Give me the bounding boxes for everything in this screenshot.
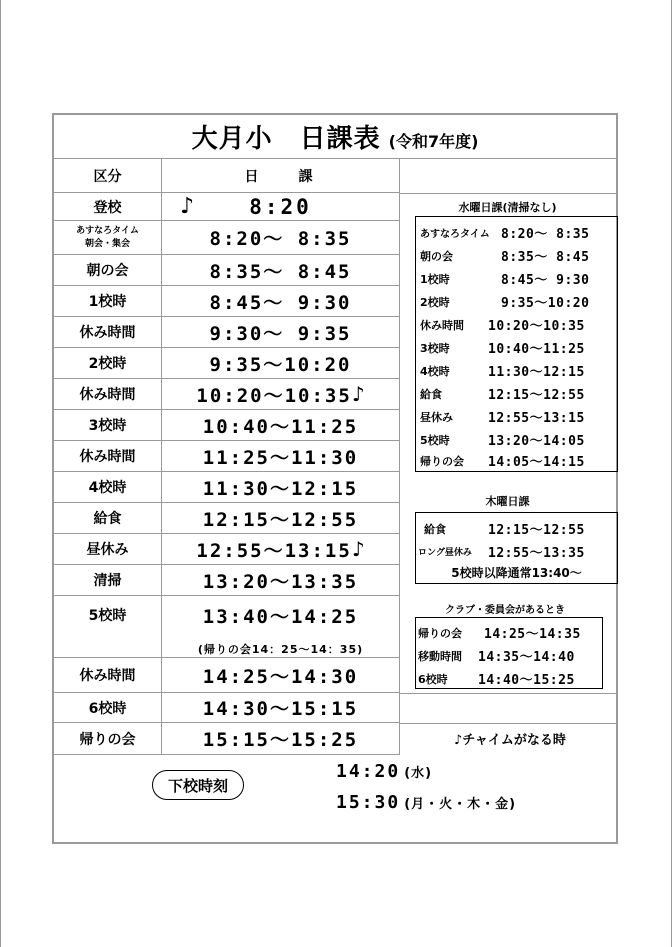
table-row (54, 503, 399, 534)
item-label: 5校時 (420, 434, 450, 447)
item-label: 帰りの会 (418, 627, 462, 640)
item-label: 休み時間 (420, 319, 464, 332)
header-category: 区分 (93, 168, 122, 185)
item-time: 8:45～ 9:30 (501, 273, 590, 288)
row-label-line2: 朝会・集会 (84, 238, 130, 249)
item-time: 12:15～12:55 (488, 388, 585, 403)
table-row (54, 723, 399, 755)
table-row (54, 534, 399, 565)
item-label: 1校時 (420, 273, 450, 286)
dismissal-time-row (336, 761, 432, 782)
item-time: 14:05～14:15 (488, 455, 585, 470)
club-title: クラブ・委員会があるとき (445, 605, 565, 616)
item-time: 8:20～ 8:35 (501, 227, 590, 242)
dismissal-time: 15:30 (336, 792, 401, 813)
table-row (54, 379, 399, 410)
item-time: 14:40～15:25 (478, 673, 575, 688)
row-time (161, 534, 399, 564)
table-row (54, 693, 399, 723)
row-label: 休み時間 (79, 668, 136, 684)
item-time: 13:20～14:05 (488, 434, 585, 449)
item-label: 3校時 (420, 342, 450, 355)
table-row (54, 286, 399, 317)
thursday-title: 木曜日課 (485, 495, 530, 508)
row-time: 13:20～13:35 (161, 565, 399, 595)
row-time: 8:35～ 8:45 (161, 255, 399, 285)
item-time: 11:30～12:15 (488, 365, 585, 380)
right-divider (399, 693, 616, 694)
row-time: 10:40～11:25 (161, 410, 399, 440)
row-label: 2校時 (88, 356, 127, 372)
row-time: 9:35～10:20 (161, 348, 399, 378)
item-time: 10:20～10:35 (488, 319, 585, 334)
club-schedule-box (415, 617, 603, 689)
list-item (416, 516, 617, 538)
dismissal-label: 下校時刻 (152, 770, 244, 800)
row-label: 4校時 (88, 480, 127, 496)
row-label: 朝の会 (86, 263, 129, 279)
row-label: 昼休み (86, 542, 129, 558)
row-label: 給食 (93, 511, 122, 527)
list-item (416, 358, 617, 380)
item-time: 10:40～11:25 (488, 342, 585, 357)
row-label: 1校時 (88, 294, 127, 310)
row-time: 8:20～ 8:35 (161, 221, 399, 254)
item-label: 6校時 (418, 673, 448, 686)
row-time-text: 13:40～14:25 (202, 606, 359, 628)
item-time: 12:55～13:15 (488, 411, 585, 426)
wednesday-title: 水曜日課(清掃なし) (458, 201, 557, 214)
list-item (416, 266, 617, 288)
item-label: 2校時 (420, 296, 450, 309)
table-row (54, 255, 399, 286)
right-divider (399, 193, 616, 194)
right-divider (399, 723, 616, 724)
item-time: 14:25～14:35 (484, 627, 581, 642)
wednesday-schedule-box (415, 216, 618, 472)
chime-icon: ♪ (351, 382, 365, 406)
row-time (161, 379, 399, 409)
list-item (416, 620, 602, 642)
chime-icon: ♪ (180, 194, 198, 219)
table-row (54, 596, 399, 658)
row-time: 15:15～15:25 (161, 723, 399, 754)
item-label: 朝の会 (420, 250, 453, 263)
dismissal-days: (水) (404, 766, 433, 781)
item-time: 12:15～12:55 (488, 523, 585, 538)
item-label: 給食 (420, 388, 442, 401)
row-label: 6校時 (88, 700, 127, 717)
row-time: 8:45～ 9:30 (161, 286, 399, 316)
thursday-schedule-box (415, 512, 618, 584)
row-label: 5校時 (88, 608, 127, 624)
row-note: (帰りの会14：25～14：35) (197, 643, 364, 656)
row-time: 9:30～ 9:35 (161, 317, 399, 347)
item-label: 帰りの会 (420, 455, 464, 468)
list-item (416, 381, 617, 403)
list-item (416, 561, 617, 583)
row-time (161, 193, 399, 220)
title-sub: (令和7年度) (388, 132, 479, 151)
page-title (54, 115, 616, 159)
column-divider (399, 159, 400, 755)
chime-icon: ♪ (351, 537, 365, 561)
table-row (54, 565, 399, 596)
table-row (54, 410, 399, 441)
item-label: 移動時間 (418, 650, 462, 663)
row-label (54, 221, 161, 254)
row-time-text: 8:20 (249, 194, 312, 219)
header-schedule: 日 課 (161, 159, 399, 192)
thursday-footer: 5校時以降通常13:40～ (451, 566, 582, 580)
list-item (416, 404, 617, 426)
table-row (54, 193, 399, 221)
list-item (416, 289, 617, 311)
item-label: 昼休み (420, 411, 453, 424)
row-label: 清掃 (93, 573, 122, 589)
list-item (416, 220, 617, 242)
dismissal-time: 14:20 (336, 761, 401, 782)
list-item (416, 243, 617, 265)
table-row (54, 348, 399, 379)
dismissal-days: (月・火・木・金) (404, 797, 517, 812)
row-label: 休み時間 (79, 387, 136, 403)
dismissal-time-row (336, 792, 516, 813)
item-label: あすなろタイム (420, 229, 490, 240)
list-item (416, 643, 602, 665)
list-item (416, 539, 617, 561)
list-item (416, 312, 617, 334)
row-time-text: 12:55～13:15 (196, 539, 352, 562)
row-time (161, 596, 399, 657)
row-label: 休み時間 (79, 449, 136, 465)
item-time: 14:35～14:40 (478, 650, 575, 665)
row-label: 帰りの会 (79, 731, 136, 748)
table-row (54, 472, 399, 503)
list-item (416, 666, 602, 688)
table-header (54, 159, 399, 193)
row-time: 14:25～14:30 (161, 658, 399, 692)
chime-legend: ♪チャイムがなる時 (454, 733, 566, 748)
list-item (416, 448, 617, 470)
row-label: 休み時間 (79, 325, 136, 341)
title-main: 大月小 日課表 (191, 124, 381, 154)
page-edge-left (0, 0, 1, 947)
table-row (54, 441, 399, 472)
item-label: 4校時 (420, 365, 450, 378)
item-time: 8:35～ 8:45 (501, 250, 590, 265)
row-label: 3校時 (88, 418, 127, 434)
row-label-line1: あすなろタイム (76, 225, 139, 236)
timetable-sheet (52, 113, 618, 844)
table-row (54, 221, 399, 255)
row-time: 11:30～12:15 (161, 472, 399, 502)
row-time: 11:25～11:30 (161, 441, 399, 471)
table-row (54, 317, 399, 348)
row-time: 12:15～12:55 (161, 503, 399, 533)
row-label: 登校 (93, 199, 122, 216)
item-label: 給食 (424, 523, 446, 536)
table-row (54, 658, 399, 693)
item-time: 9:35～10:20 (501, 296, 590, 311)
item-label: ロング昼休み (418, 548, 472, 558)
list-item (416, 427, 617, 449)
row-time: 14:30～15:15 (161, 693, 399, 722)
row-time-text: 10:20～10:35 (196, 384, 352, 407)
item-time: 12:55～13:35 (488, 546, 585, 561)
list-item (416, 335, 617, 357)
